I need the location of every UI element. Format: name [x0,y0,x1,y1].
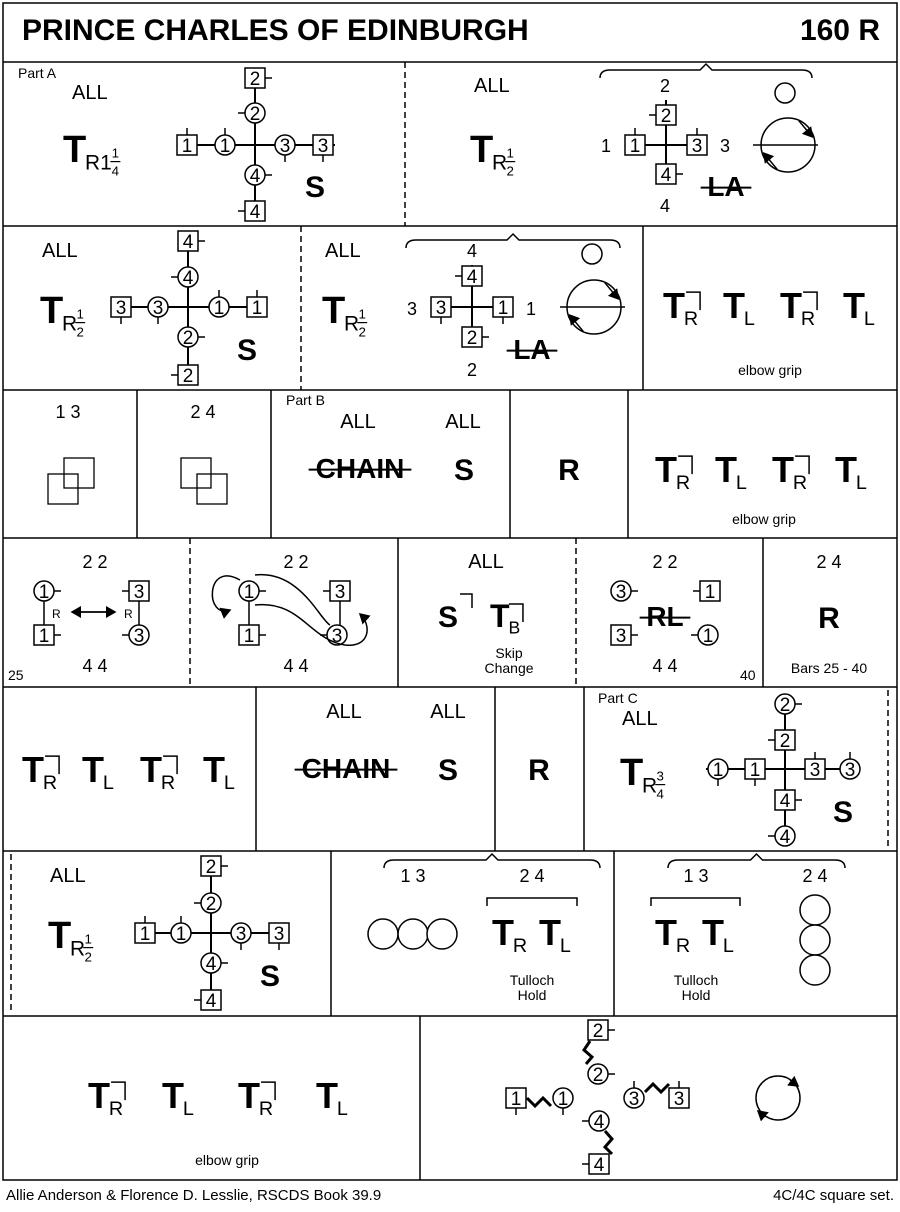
all-label: ALL [468,551,504,573]
all-label: ALL [42,240,78,262]
turn-hand: R [344,312,360,336]
woman-number: 1 [243,582,255,603]
reel-circle [800,955,830,985]
woman-number: 4 [182,268,194,289]
fraction-numerator: 3 [656,768,664,784]
footer-credit: Allie Anderson & Florence D. Lesslie, RSCDS Book 39.9 [6,1187,382,1204]
turn-t: T [772,449,794,490]
couples-label: 2 4 [802,866,828,886]
turn-hand: R [258,1098,274,1121]
turn-hand: L [336,1098,348,1121]
woman-number: 3 [133,626,145,647]
fraction-denominator: 2 [84,949,92,965]
woman-number: 1 [702,626,714,647]
position-number: 4 [466,241,478,261]
position-number: 2 [466,360,478,380]
setting-s: S [260,960,281,993]
position-number: 3 [406,299,418,319]
woman-number: 3 [844,760,856,781]
dancer-circle [582,244,602,264]
man-number: 2 [779,731,791,752]
zigzag-path [645,1084,669,1092]
turn-hand: R [62,312,78,336]
hand-label: R [52,607,61,621]
man-number: 4 [249,202,261,223]
elbow-grip-label: elbow grip [738,362,802,378]
man-number: 3 [435,298,447,319]
couples-label: 4 4 [652,656,678,676]
figure-path [255,605,367,646]
reel-circle [398,919,428,949]
reel-circle [800,925,830,955]
dancer-circle [775,83,795,103]
man-number: 2 [182,366,194,387]
position-number: 3 [719,136,731,156]
all-label: ALL [445,411,481,433]
fraction-numerator: 1 [84,931,92,947]
woman-number: 1 [219,136,231,157]
position-number: 1 [525,299,537,319]
reel-r: R [558,454,580,487]
fraction-denominator: 4 [111,163,120,179]
man-number: 1 [251,298,263,319]
turn-hand: R [675,935,691,958]
turn-hand: L [559,935,571,958]
all-label: ALL [474,75,510,97]
woman-number: 4 [249,166,261,187]
woman-number: 1 [557,1089,569,1110]
all-label: ALL [72,82,108,104]
man-number: 3 [317,136,329,157]
turn-t: T [835,449,857,490]
setting-s: S [437,754,459,787]
turn-hand: L [735,472,747,495]
turn-t: T [655,912,677,953]
page-title: PRINCE CHARLES OF EDINBURGH [22,14,529,47]
la-label: LA [513,334,551,365]
hold-label: Hold [517,987,547,1003]
man-number: 4 [466,267,478,288]
chain-label: CHAIN [315,453,405,484]
woman-number: 3 [615,582,627,603]
turn-t: T [22,749,44,790]
elbow-grip-label: elbow grip [732,511,796,527]
woman-number: 1 [38,582,50,603]
turn-t: T [140,749,162,790]
couples-label: 4 4 [283,656,309,676]
turn-hand: L [182,1098,194,1121]
man-number: 2 [205,857,217,878]
turn-hand: L [722,935,734,958]
man-number: 3 [673,1089,685,1110]
fraction-numerator: 1 [111,145,120,161]
dance-code: 160 R [799,14,880,47]
turn-t: T [63,129,87,171]
woman-number: 2 [182,328,194,349]
square-a [181,458,211,488]
man-number: 1 [749,760,761,781]
man-number: 2 [466,328,478,349]
setting-s: S [305,171,326,204]
couples-label: 4 4 [82,656,108,676]
man-number: 4 [205,991,217,1012]
part-c-label: Part C [598,690,638,706]
turn-hand: R [108,1098,124,1121]
la-label: LA [707,171,745,202]
all-label: ALL [50,865,86,887]
couples-label: 1 3 [55,402,81,422]
position-number: 2 [659,76,671,96]
square-b [197,474,227,504]
bracket [651,898,740,906]
change-label: Change [484,660,534,676]
figure-path [212,576,240,611]
turn-hand: L [743,308,755,331]
figure-path [255,575,330,625]
man-number: 3 [691,136,703,157]
corner-mark [460,594,472,608]
fraction-denominator: 2 [76,324,84,340]
bar-number: 25 [8,667,24,683]
setting-s: S [438,601,459,634]
turn-hand: R [683,308,699,331]
turn-t: T [203,749,225,790]
woman-number: 2 [205,894,217,915]
man-number: 4 [660,165,672,186]
man-number: 1 [497,298,509,319]
turn-hand: L [855,472,867,495]
turn-hand: B [508,617,521,638]
man-number: 3 [115,298,127,319]
couples-label: 2 2 [283,552,309,572]
woman-number: 2 [779,695,791,716]
turn-hand: R [70,937,86,961]
couples-label: 2 2 [82,552,108,572]
skip-label: Skip [495,645,523,661]
fraction-numerator: 1 [358,306,366,322]
fraction-numerator: 1 [76,306,84,322]
all-label: ALL [326,701,362,723]
bar-number: 40 [740,667,756,683]
turn-t: T [470,129,494,171]
turn-hand: R [642,774,658,798]
man-number: 3 [273,924,285,945]
reel-r: R [818,602,840,635]
woman-number: 3 [235,924,247,945]
turn-hand: R [512,935,528,958]
turn-t: T [88,1075,110,1116]
woman-number: 1 [213,298,225,319]
reel-circle [427,919,457,949]
couples-label: 2 4 [190,402,216,422]
position-number: 1 [600,136,612,156]
zigzag-path [605,1131,612,1154]
hand-label: R [124,607,133,621]
couples-label: 2 2 [652,552,678,572]
zigzag-path [584,1041,592,1064]
zigzag-path [527,1098,551,1106]
position-number: 4 [659,196,671,216]
turn-t: T [82,749,104,790]
woman-number: 4 [205,954,217,975]
setting-s: S [237,334,258,367]
turn-t: T [655,449,677,490]
reel-circle [368,919,398,949]
couples-label: 1 3 [400,866,426,886]
woman-number: 1 [175,924,187,945]
tulloch-label: Tulloch [509,972,555,988]
fraction-denominator: 4 [656,786,664,802]
turn-t: T [780,285,802,326]
couples-label: 1 3 [683,866,709,886]
woman-number: 4 [593,1112,605,1133]
man-number: 2 [592,1021,604,1042]
turn-t: T [620,752,644,794]
turn-t: T [316,1075,338,1116]
turn-hand: R [42,772,58,795]
woman-number: 3 [152,298,164,319]
man-number: 1 [139,924,151,945]
man-number: 1 [243,626,255,647]
turn-t: T [723,285,745,326]
setting-s: S [833,796,854,829]
all-label: ALL [622,708,658,730]
turn-hand: R [792,472,808,495]
woman-number: 2 [592,1065,604,1086]
turn-hand: R [800,308,816,331]
man-number: 2 [249,69,261,90]
turn-t: T [322,290,346,332]
woman-number: 3 [331,626,343,647]
square-a [48,474,78,504]
turn-t: T [715,449,737,490]
man-number: 1 [629,136,641,157]
turn-t: T [40,290,64,332]
hold-label: Hold [681,987,711,1003]
reel-r: R [528,754,550,787]
man-number: 1 [181,136,193,157]
man-number: 2 [660,106,672,127]
woman-number: 3 [628,1089,640,1110]
turn-t: T [843,285,865,326]
man-number: 3 [809,760,821,781]
woman-number: 4 [779,827,791,848]
man-number: 1 [510,1089,522,1110]
all-label: ALL [430,701,466,723]
turn-hand: L [223,772,235,795]
man-number: 3 [133,582,145,603]
fraction-denominator: 2 [506,163,514,179]
fraction-numerator: 1 [506,145,514,161]
man-number: 4 [593,1155,605,1176]
turn-t: T [162,1075,184,1116]
all-label: ALL [325,240,361,262]
rl-label: RL [646,601,684,632]
turn-hand: L [863,308,875,331]
bars-label: Bars 25 - 40 [790,660,868,676]
turn-hand: R1 [85,151,112,175]
turn-t: T [702,912,724,953]
brace [600,64,812,78]
setting-s: S [453,454,475,487]
elbow-grip-label: elbow grip [195,1152,259,1168]
couples-label: 2 4 [816,552,842,572]
man-number: 1 [704,582,716,603]
turn-hand: R [675,472,691,495]
woman-number: 2 [249,104,261,125]
woman-number: 3 [279,136,291,157]
all-label: ALL [340,411,376,433]
tulloch-label: Tulloch [673,972,719,988]
man-number: 3 [334,582,346,603]
part-a-label: Part A [18,65,57,81]
man-number: 3 [615,626,627,647]
turn-hand: R [492,151,508,175]
man-number: 4 [779,791,791,812]
fraction-denominator: 2 [358,324,366,340]
turn-hand: R [160,772,176,795]
footer-set: 4C/4C square set. [773,1187,894,1204]
turn-t: T [48,915,72,957]
man-number: 4 [182,232,194,253]
turn-t: T [490,598,510,634]
chain-label: CHAIN [301,753,391,784]
bracket [487,898,577,906]
turn-t: T [663,285,685,326]
couples-label: 2 4 [519,866,545,886]
turn-t: T [492,912,514,953]
turn-hand: L [102,772,114,795]
woman-number: 1 [712,760,724,781]
part-b-label: Part B [286,392,325,408]
turn-t: T [238,1075,260,1116]
man-number: 1 [38,626,50,647]
square-b [64,458,94,488]
reel-circle [800,895,830,925]
turn-t: T [539,912,561,953]
